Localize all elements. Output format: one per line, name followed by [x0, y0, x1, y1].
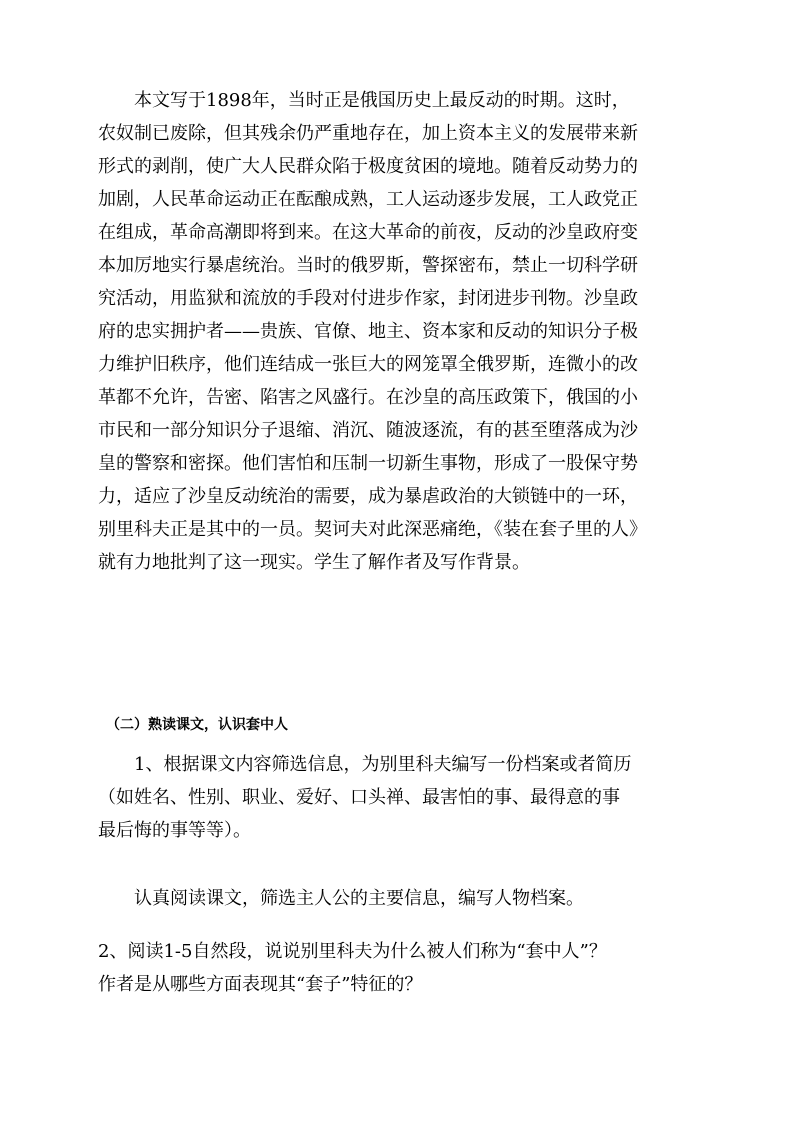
paragraph-line: 市民和一部分知识分子退缩、消沉、随波逐流，有的甚至堕落成为沙 — [98, 420, 638, 441]
task-one-note — [98, 882, 668, 915]
paragraph-line: 2、阅读1-5自然段，说说别里科夫为什么被人们称为“套中人”？ — [98, 941, 607, 962]
paragraph-line: 别里科夫正是其中的一员。契诃夫对此深恶痛绝，《装在套子里的人》 — [98, 519, 647, 540]
paragraph-line: 在组成，革命高潮即将到来。在这大革命的前夜，反动的沙皇政府变 — [98, 222, 638, 243]
paragraph-line: 农奴制已废除，但其残余仍严重地存在，加上资本主义的发展带来新 — [98, 123, 638, 144]
paragraph-line: 究活动，用监狱和流放的手段对付进步作家，封闭进步刊物。沙皇政 — [98, 288, 638, 309]
paragraph-line: 府的忠实拥护者——贵族、官僚、地主、资本家和反动的知识分子极 — [98, 321, 638, 342]
paragraph-line: 作者是从哪些方面表现其“套子”特征的？ — [98, 974, 423, 995]
paragraph-line: 最后悔的事等等）。 — [98, 820, 251, 841]
task-two-paragraph — [98, 935, 668, 1001]
paragraph-line: 1、根据课文内容筛选信息，为别里科夫编写一份档案或者简历 — [98, 754, 632, 775]
paragraph-line: 加剧，人民革命运动正在酝酿成熟，工人运动逐步发展，工人政党正 — [98, 189, 638, 210]
paragraph-line: 就有力地批判了这一现实。学生了解作者及写作背景。 — [98, 552, 530, 573]
paragraph-line: 力维护旧秩序，他们连结成一张巨大的网笼罩全俄罗斯，连微小的改 — [98, 354, 638, 375]
background-paragraph — [98, 84, 668, 579]
section-heading: （二）熟读课文，认识套中人 — [106, 717, 288, 733]
paragraph-line: 认真阅读课文，筛选主人公的主要信息，编写人物档案。 — [98, 888, 584, 909]
paragraph-line: 力，适应了沙皇反动统治的需要，成为暴虐政治的大锁链中的一环， — [98, 486, 638, 507]
paragraph-line: 本文写于1898年，当时正是俄国历史上最反动的时期。这时， — [98, 90, 630, 111]
paragraph-line: （如姓名、性别、职业、爱好、口头禅、最害怕的事、最得意的事 — [98, 787, 620, 808]
paragraph-line: 形式的剥削，使广大人民群众陷于极度贫困的境地。随着反动势力的 — [98, 156, 638, 177]
paragraph-line: 革都不允许，告密、陷害之风盛行。在沙皇的高压政策下，俄国的小 — [98, 387, 638, 408]
task-one-paragraph — [98, 748, 668, 847]
paragraph-line: 皇的警察和密探。他们害怕和压制一切新生事物，形成了一股保守势 — [98, 453, 638, 474]
paragraph-line: 本加厉地实行暴虐统治。当时的俄罗斯，警探密布，禁止一切科学研 — [98, 255, 638, 276]
